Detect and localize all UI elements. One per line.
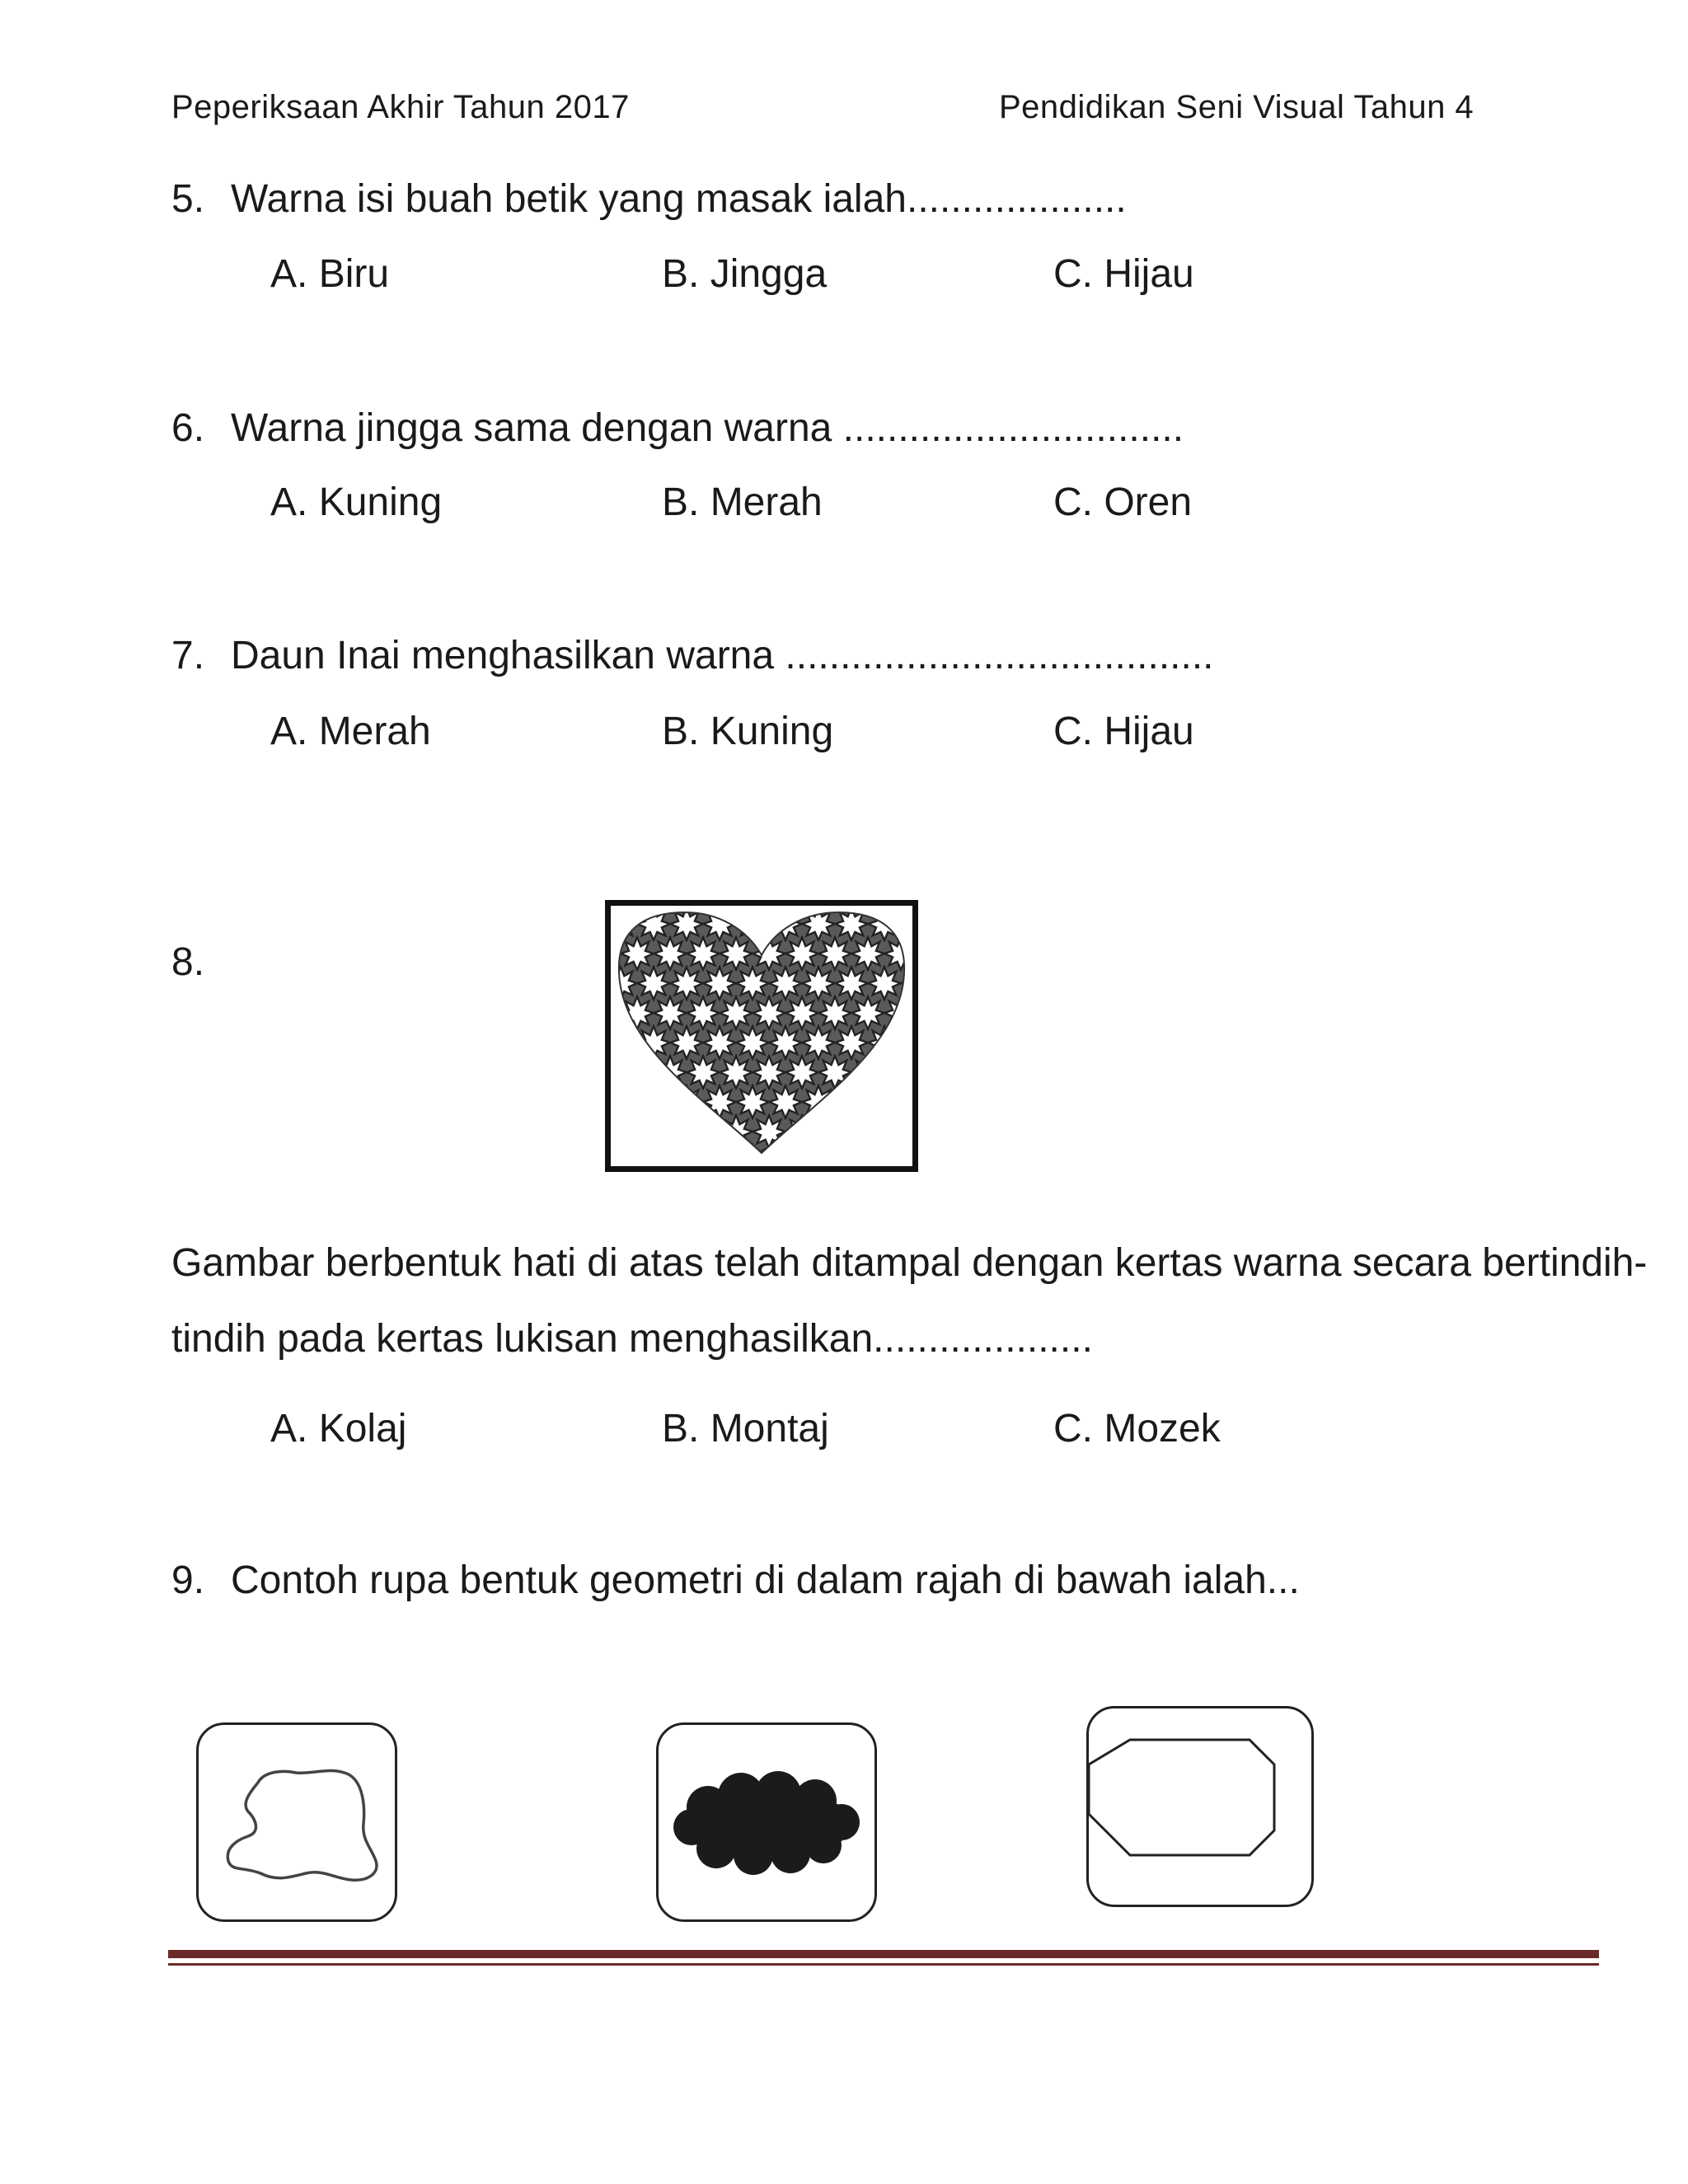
header-left: Peperiksaan Akhir Tahun 2017 xyxy=(171,89,630,125)
mosaic-starburst xyxy=(687,1115,720,1148)
mosaic-starburst xyxy=(753,1056,785,1089)
mosaic-starburst xyxy=(785,937,818,970)
mosaic-starburst xyxy=(621,996,654,1029)
mosaic-starburst xyxy=(621,937,654,970)
shape-card-octagon[interactable] xyxy=(1086,1706,1314,1907)
question-text: Warna jingga sama dengan warna ............................... xyxy=(231,406,1184,450)
mosaic-starburst xyxy=(785,1056,818,1089)
mosaic-starburst xyxy=(769,1145,802,1166)
mosaic-starburst xyxy=(851,996,884,1029)
mosaic-starburst xyxy=(703,1085,736,1118)
mosaic-starburst xyxy=(868,967,901,1000)
mosaic-starburst xyxy=(654,1115,687,1148)
mosaic-starburst xyxy=(670,1085,703,1118)
mosaic-starburst xyxy=(901,1145,912,1166)
mosaic-starburst xyxy=(637,1145,670,1166)
mosaic-starburst xyxy=(720,1056,753,1089)
mosaic-starburst xyxy=(703,1145,736,1166)
question-8-text-line2: tindih pada kertas lukisan menghasilkan.................... xyxy=(171,1317,1093,1361)
question-text: Daun Inai menghasilkan warna ....................................... xyxy=(231,634,1214,677)
question-8-number xyxy=(171,940,204,985)
option-b[interactable]: B. Montaj xyxy=(662,1407,829,1451)
mosaic-starburst xyxy=(769,1085,802,1118)
option-a[interactable]: A. Kolaj xyxy=(270,1407,407,1451)
mosaic-starburst xyxy=(753,937,785,970)
octagon-shape-icon xyxy=(1089,1708,1311,1905)
option-c[interactable]: C. Oren xyxy=(1053,480,1193,524)
mosaic-starburst xyxy=(753,996,785,1029)
mosaic-starburst xyxy=(670,967,703,1000)
options-q6 xyxy=(270,480,1342,529)
mosaic-starburst xyxy=(802,1026,835,1059)
mosaic-starburst xyxy=(703,1026,736,1059)
question-8-text-line1: Gambar berbentuk hati di atas telah ditampal dengan kertas warna secara bertindih- xyxy=(171,1241,1648,1285)
cloud-silhouette-shape-icon xyxy=(659,1725,874,1919)
mosaic-starburst xyxy=(835,967,868,1000)
mosaic-starburst xyxy=(868,1085,901,1118)
heart-mosaic-image xyxy=(605,900,918,1172)
mosaic-starburst xyxy=(818,937,851,970)
mosaic-starburst xyxy=(769,967,802,1000)
shape-card-cloud[interactable] xyxy=(656,1722,877,1922)
mosaic-starburst xyxy=(720,937,753,970)
header-right: Pendidikan Seni Visual Tahun 4 xyxy=(999,89,1475,125)
question-number: 5. xyxy=(171,177,205,221)
question-number: 7. xyxy=(171,634,205,677)
option-b[interactable]: B. Merah xyxy=(662,480,823,524)
mosaic-starburst xyxy=(736,967,769,1000)
footer-rule xyxy=(168,1950,1599,1958)
option-a[interactable]: A. Biru xyxy=(270,252,390,296)
mosaic-starburst xyxy=(901,1085,912,1118)
mosaic-starburst xyxy=(901,907,912,940)
mosaic-starburst xyxy=(884,1115,912,1148)
mosaic-starburst xyxy=(637,1085,670,1118)
mosaic-starburst xyxy=(835,1026,868,1059)
footer-rule-thin xyxy=(168,1963,1599,1966)
mosaic-starburst xyxy=(851,937,884,970)
shape-card-organic[interactable] xyxy=(196,1722,397,1922)
mosaic-starburst xyxy=(654,996,687,1029)
mosaic-starburst xyxy=(818,996,851,1029)
mosaic-starburst xyxy=(687,1056,720,1089)
mosaic-starburst xyxy=(736,907,769,940)
mosaic-starburst xyxy=(621,1056,654,1089)
mosaic-starburst xyxy=(736,1026,769,1059)
mosaic-starburst xyxy=(611,1145,637,1166)
mosaic-starburst xyxy=(835,1085,868,1118)
mosaic-starburst xyxy=(802,1145,835,1166)
options-q5 xyxy=(270,251,1342,301)
mosaic-starburst xyxy=(736,1085,769,1118)
option-a[interactable]: A. Merah xyxy=(270,710,431,753)
mosaic-starburst xyxy=(769,1026,802,1059)
option-c[interactable]: C. Hijau xyxy=(1053,252,1194,296)
mosaic-starburst xyxy=(637,1026,670,1059)
option-c[interactable]: C. Hijau xyxy=(1053,710,1194,753)
mosaic-starburst xyxy=(637,907,670,940)
mosaic-starburst xyxy=(851,1115,884,1148)
mosaic-starburst xyxy=(785,996,818,1029)
mosaic-starburst xyxy=(611,907,637,940)
mosaic-starburst xyxy=(818,1056,851,1089)
mosaic-starburst xyxy=(670,1026,703,1059)
options-q8 xyxy=(270,1406,1342,1455)
mosaic-starburst xyxy=(654,1056,687,1089)
mosaic-starburst xyxy=(868,1145,901,1166)
organic-outline-shape-icon xyxy=(199,1725,395,1919)
question-5 xyxy=(171,176,1127,222)
mosaic-starburst xyxy=(687,996,720,1029)
mosaic-starburst xyxy=(670,1145,703,1166)
mosaic-starburst xyxy=(753,1115,785,1148)
question-7 xyxy=(171,633,1214,678)
mosaic-starburst xyxy=(637,967,670,1000)
option-b[interactable]: B. Jingga xyxy=(662,252,828,296)
option-a[interactable]: A. Kuning xyxy=(270,480,443,524)
mosaic-starburst xyxy=(703,967,736,1000)
mosaic-starburst xyxy=(884,1056,912,1089)
mosaic-starburst xyxy=(818,1115,851,1148)
mosaic-starburst xyxy=(835,1145,868,1166)
mosaic-starburst xyxy=(611,1026,637,1059)
option-b[interactable]: B. Kuning xyxy=(662,710,834,753)
question-text: Contoh rupa bentuk geometri di dalam rajah di bawah ialah... xyxy=(231,1558,1300,1602)
mosaic-starburst xyxy=(687,937,720,970)
mosaic-starburst xyxy=(621,1115,654,1148)
mosaic-starburst xyxy=(851,1056,884,1089)
question-9 xyxy=(171,1558,1300,1603)
question-number: 6. xyxy=(171,406,205,450)
question-number: 9. xyxy=(171,1558,205,1602)
option-c[interactable]: C. Mozek xyxy=(1053,1407,1221,1451)
options-q7 xyxy=(270,709,1342,758)
question-number: 8. xyxy=(171,940,205,984)
mosaic-starburst xyxy=(901,1026,912,1059)
mosaic-starburst xyxy=(769,907,802,940)
heart-mosaic-icon xyxy=(611,906,912,1166)
mosaic-starburst xyxy=(654,937,687,970)
question-text: Warna isi buah betik yang masak ialah.................... xyxy=(231,177,1127,221)
question-6 xyxy=(171,405,1184,451)
mosaic-starburst xyxy=(802,967,835,1000)
mosaic-starburst xyxy=(720,996,753,1029)
mosaic-starburst xyxy=(611,1085,637,1118)
mosaic-starburst xyxy=(785,1115,818,1148)
